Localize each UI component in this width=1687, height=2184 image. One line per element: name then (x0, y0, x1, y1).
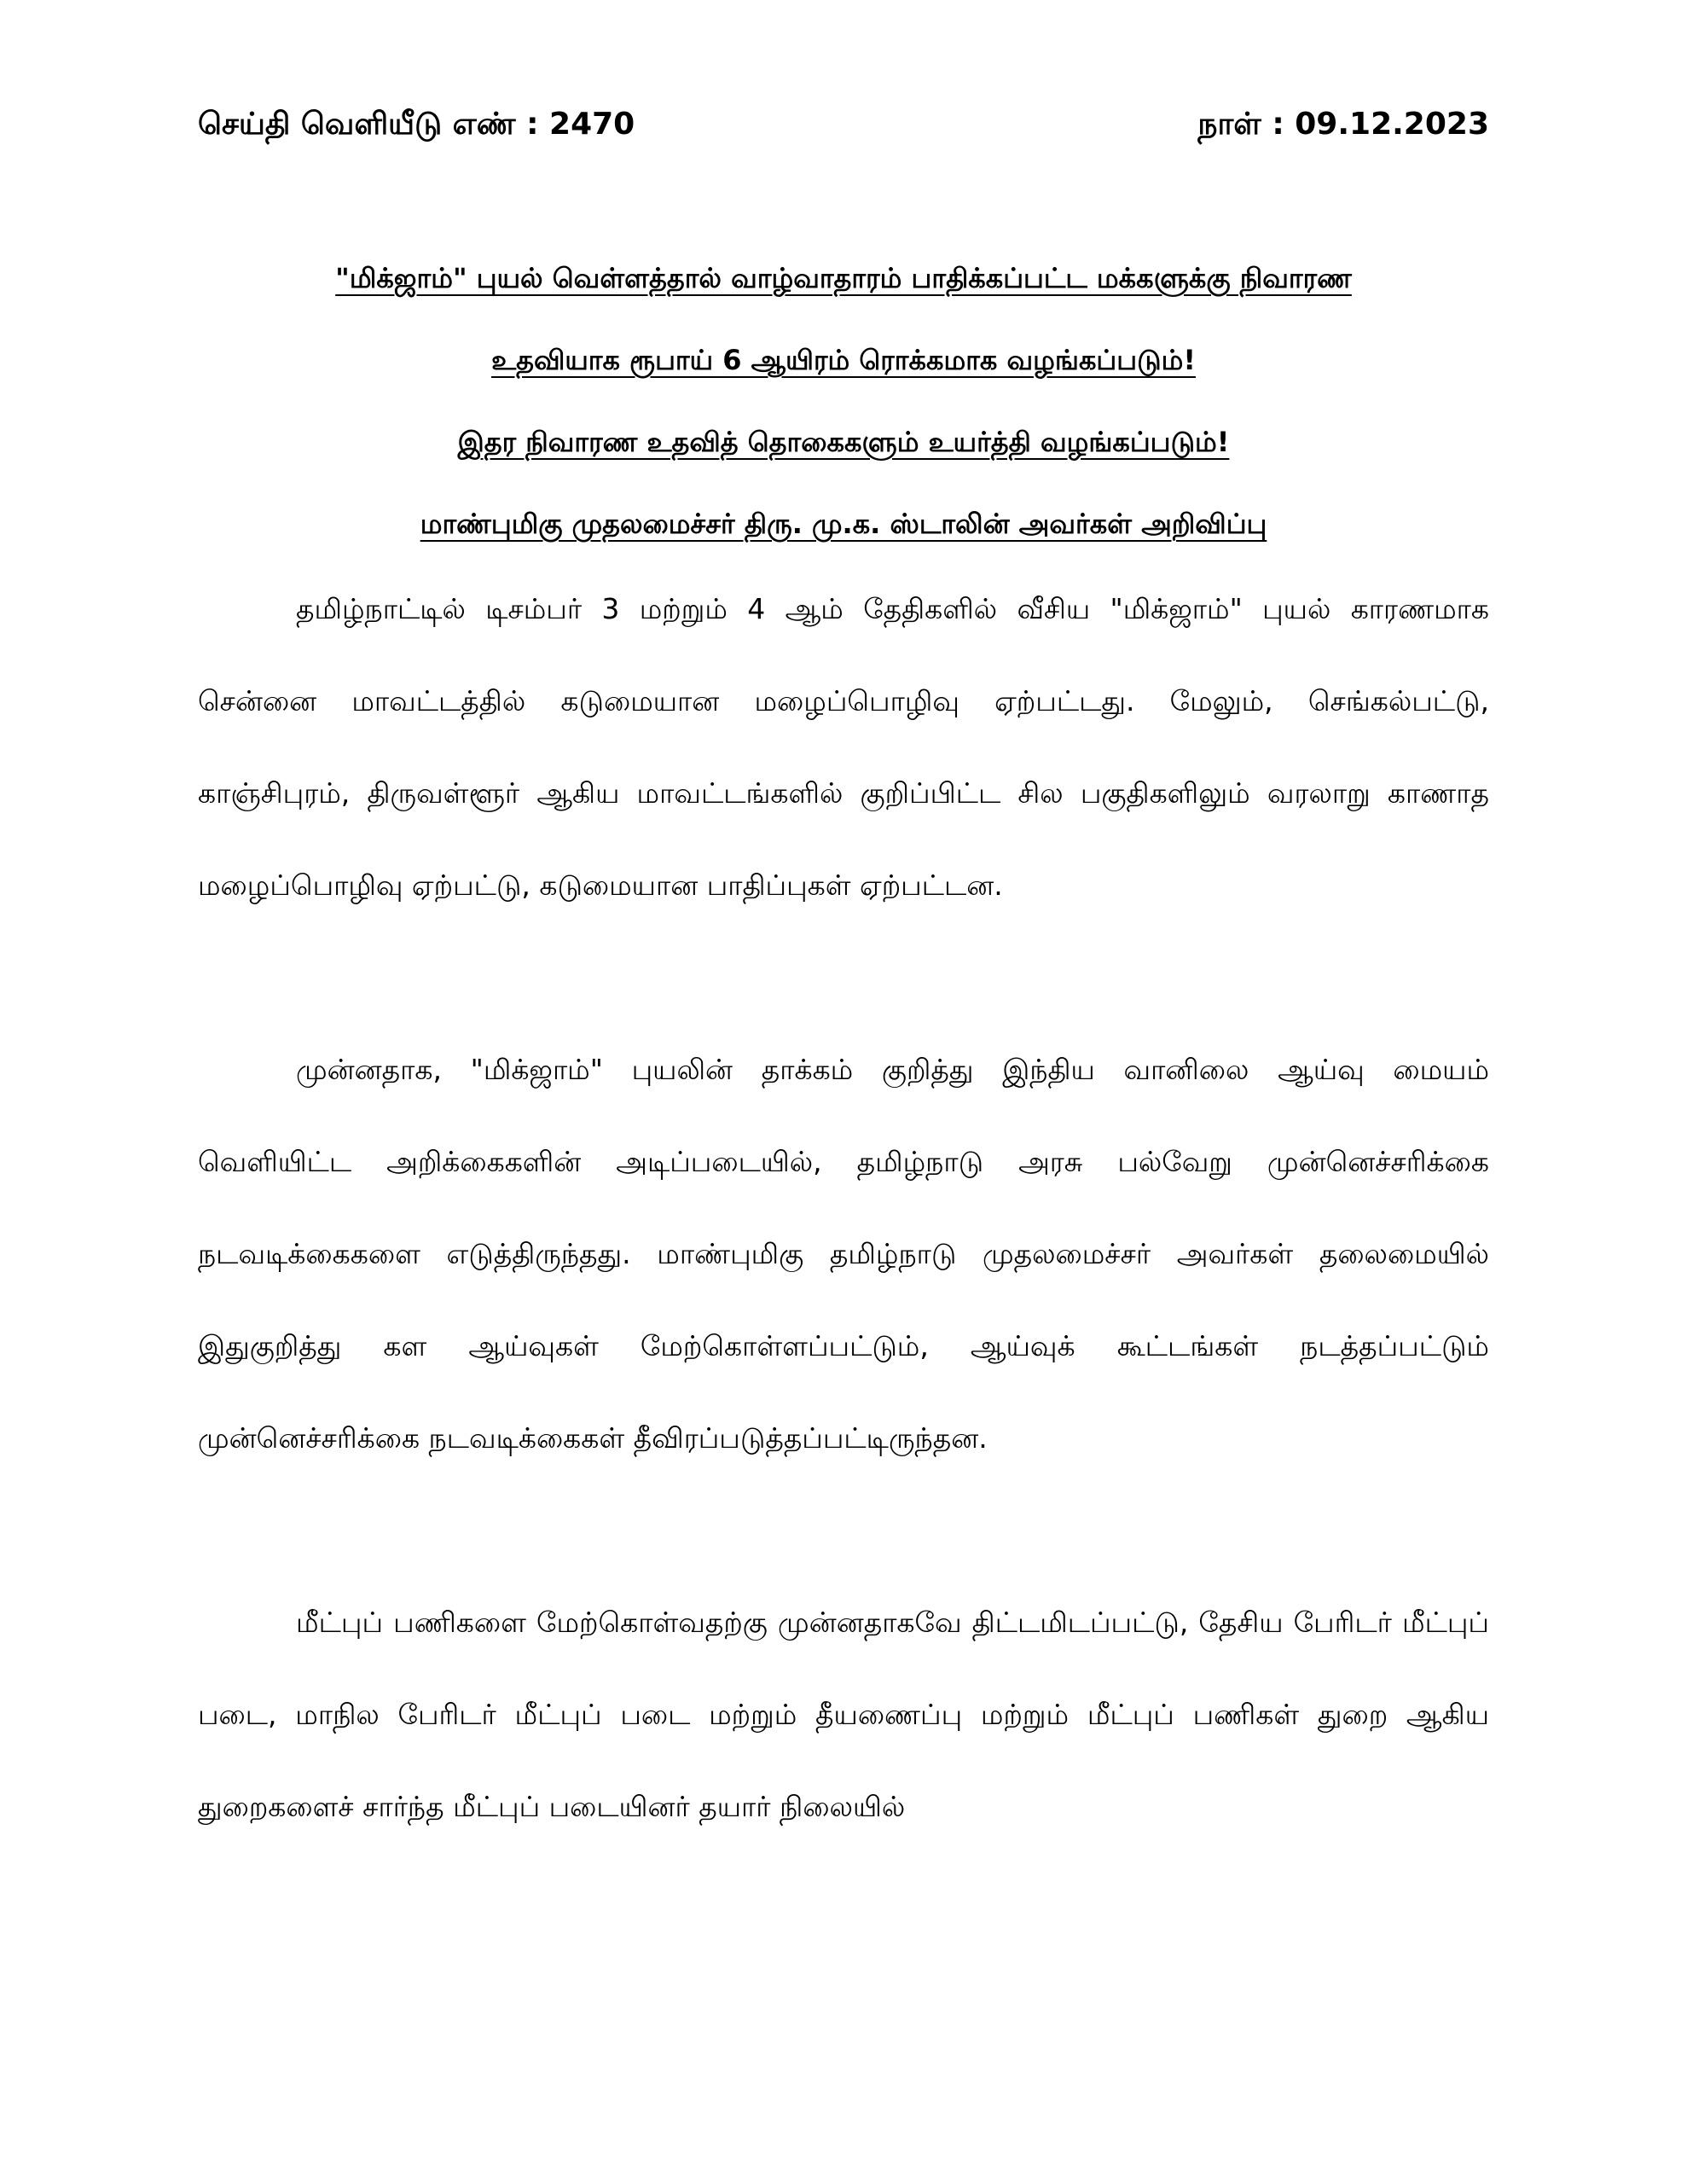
headline-line-3: இதர நிவாரண உதவித் தொகைகளும் உயர்த்தி வழங்கப்படும்! (457, 426, 1230, 458)
release-number: செய்தி வெளியீடு எண் : 2470 (198, 107, 635, 142)
paragraph-1: தமிழ்நாட்டில் டிசம்பர் 3 மற்றும் 4 ஆம் தேதிகளில் வீசிய "மிக்ஜாம்" புயல் காரணமாக சென்னை மாவட்டத்தில் கடுமையான மழைப்பொழிவு ஏற்பட்டது. மேலும், செங்கல்பட்டு, காஞ்சிபுரம், திருவள்ளூர் ஆகிய மாவட்டங்களில் குறிப்பிட்ட சில பகுதிகளிலும் வரலாறு காணாத மழைப்பொழிவு ஏற்பட்டு, கடுமையான பாதிப்புகள் ஏற்பட்டன. (198, 592, 1489, 902)
headline-line-4: மாண்புமிகு முதலமைச்சர் திரு. மு.க. ஸ்டாலின் அவர்கள் அறிவிப்பு (420, 508, 1267, 540)
headline-block (198, 237, 1489, 565)
paragraph-3: மீட்புப் பணிகளை மேற்கொள்வதற்கு முன்னதாகவே திட்டமிடப்பட்டு, தேசிய பேரிடர் மீட்புப் படை, மாநில பேரிடர் மீட்புப் படை மற்றும் தீயணைப்பு மற்றும் மீட்புப் பணிகள் துறை ஆகிய துறைகளைச் சார்ந்த மீட்புப் படையினர் தயார் நிலையில் (198, 1606, 1489, 1823)
body-text (198, 563, 1489, 1945)
paragraph-2: முன்னதாக, "மிக்ஜாம்" புயலின் தாக்கம் குறித்து இந்திய வானிலை ஆய்வு மையம் வெளியிட்ட அறிக்கைகளின் அடிப்படையில், தமிழ்நாடு அரசு பல்வேறு முன்னெச்சரிக்கை நடவடிக்கைகளை எடுத்திருந்தது. மாண்புமிகு தமிழ்நாடு முதலமைச்சர் அவர்கள் தலைமையில் இதுகுறித்து கள ஆய்வுகள் மேற்கொள்ளப்பட்டும், ஆய்வுக் கூட்டங்கள் நடத்தப்பட்டும் முன்னெச்சரிக்கை நடவடிக்கைகள் தீவிரப்படுத்தப்பட்டிருந்தன. (198, 1053, 1489, 1455)
release-date: நாள் : 09.12.2023 (1197, 107, 1489, 142)
headline-line-2: உதவியாக ரூபாய் 6 ஆயிரம் ரொக்கமாக வழங்கப்படும்! (491, 344, 1196, 376)
headline-line-1: "மிக்ஜாம்" புயல் வெள்ளத்தால் வாழ்வாதாரம் பாதிக்கப்பட்ட மக்களுக்கு நிவாரண (335, 262, 1352, 294)
header-row (198, 101, 1489, 152)
